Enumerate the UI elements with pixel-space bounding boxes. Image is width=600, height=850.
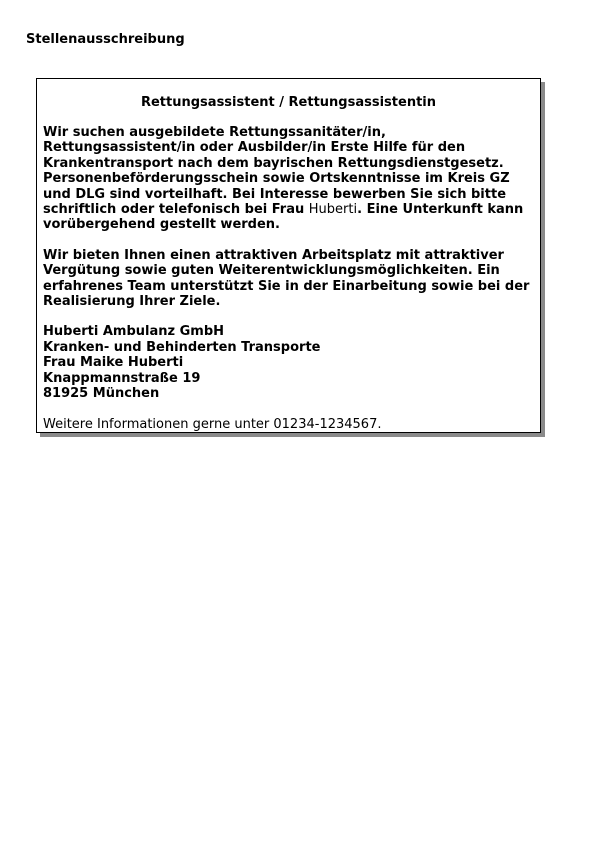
company-name: Huberti Ambulanz GmbH xyxy=(43,324,225,340)
street-address: Knappmannstraße 19 xyxy=(43,370,201,386)
page-heading: Stellenausschreibung xyxy=(26,32,185,47)
contact-surname: Huberti xyxy=(308,202,358,218)
contact-person: Frau Maike Huberti xyxy=(43,355,184,371)
contact-address xyxy=(43,324,534,402)
job-description-text: Wir suchen ausgebildete Rettungssanitäter/in, Rettungsassistent/in oder Ausbilder/in Erste Hilfe für den Krankentransport nach dem bayrischen Rettungsdienstgesetz. Personenbeförderungsschein sowie Ortskenntnisse im Kreis GZ und DLG sind vorteilhaft. Bei Interesse bewerben Sie sich bitte schriftlich oder telefonisch bei Frau xyxy=(43,125,510,218)
postal-city: 81925 München xyxy=(43,386,160,402)
company-department: Kranken- und Behinderten Transporte xyxy=(43,339,321,355)
job-title: Rettungsassistent / Rettungsassistentin xyxy=(140,95,436,110)
job-ad-box xyxy=(36,78,541,433)
more-info-phone: Weitere Informationen gerne unter 01234-1234567. xyxy=(43,416,382,432)
offer-paragraph: Wir bieten Ihnen einen attraktiven Arbeitsplatz mit attraktiver Vergütung sowie guten Weiterentwicklungsmöglichkeiten. Ein erfahrenes Team unterstützt Sie in der Einarbeitung sowie bei der Realisierung Ihrer Ziele. xyxy=(43,247,530,310)
job-description-paragraph xyxy=(43,125,534,233)
accommodation-text: . Eine Unterkunft kann vorübergehend gestellt werden. xyxy=(43,202,524,233)
